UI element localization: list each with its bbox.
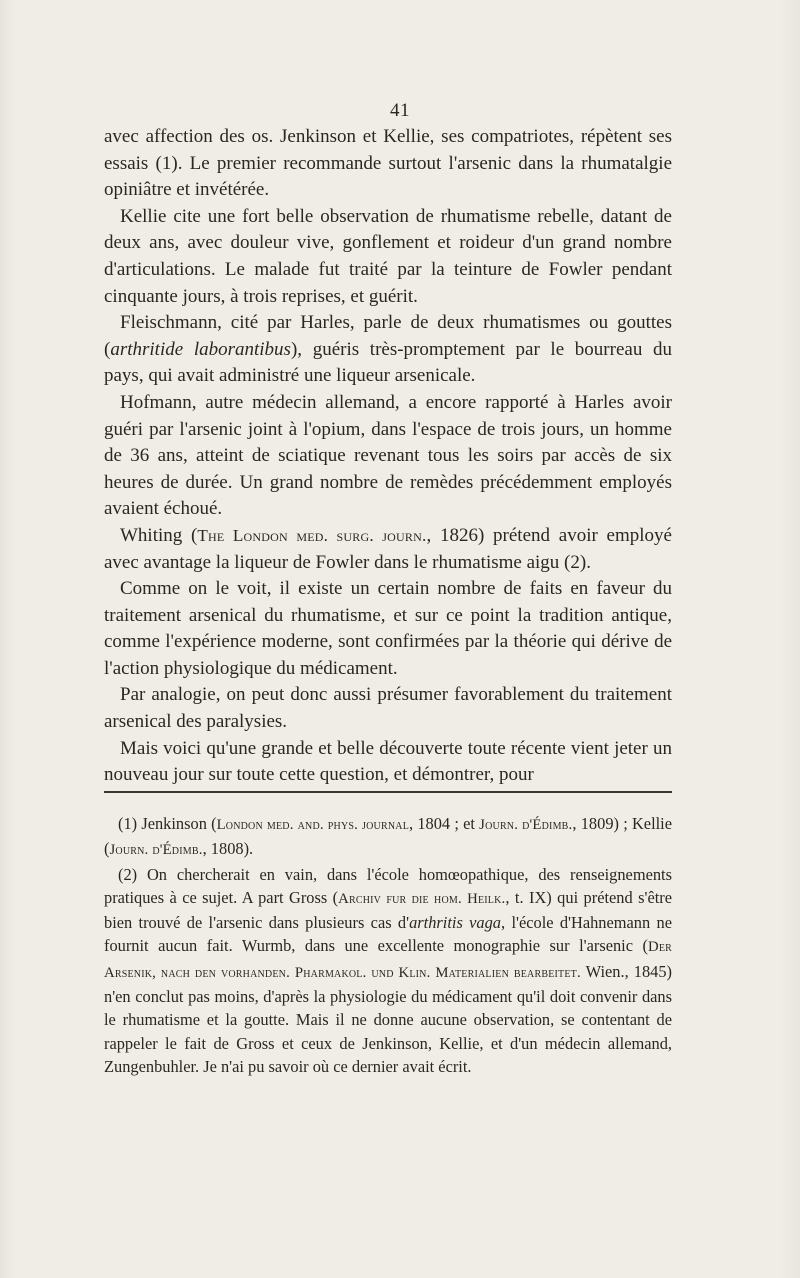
main-text — [104, 124, 672, 789]
paragraph-8: Mais voici qu'une grande et belle découverte toute récente vient jeter un nouveau jour sur toute cette question, et démontrer, pour — [104, 737, 672, 786]
paragraph-4: Hofmann, autre médecin allemand, a encore rapporté à Harles avoir guéri par l'arsenic joint à l'opium, dans l'espace de trois jours, un homme de 36 ans, atteint de sciatique revenant tous les soirs par accès de six heures de durée. Un grand nombre de remèdes précédemment employés avaient échoué. — [104, 391, 672, 520]
paragraph-7: Par analogie, on peut donc aussi présumer favorablement du traitement arsenical des paralysies. — [104, 684, 672, 733]
italic-term: arthritide laborantibus — [110, 338, 291, 360]
paragraph-6: Comme on le voit, il existe un certain nombre de faits en faveur du traitement arsenical du rhumatisme, et sur ce point la tradition antique, comme l'expérience moderne, sont confirmées par la théorie qui dérive de l'action physiologique du médicament. — [104, 578, 672, 679]
paragraph-2: Kellie cite une fort belle observation de rhumatisme rebelle, datant de deux ans, avec douleur vive, gonflement et roideur d'un grand nombre d'articulations. Le malade fut traité par la teinture de Fowler pendant cinquante jours, à trois reprises, et guérit. — [104, 205, 672, 307]
footnote-2: (2) On chercherait en vain, dans l'école homœopathique, des renseignements pratiques à ce sujet. A part Gross (Archiv fur die hom. Heilk., t. IX) qui prétend s'être bien trouvé de l'arsenic dans plusieurs cas d'arthritis vaga, l'école d'Hahnemann ne fournit aucun fait. Wurmb, dans une excellente monographie sur l'arsenic (Der Arsenik, nach den vorhanden. Pharmakol. und Klin. Materialien bearbeitet. Wien., 1845) n'en conclut pas moins, d'après la physiologie du médicament qu'il doit convenir dans le rhumatisme et la goutte. Mais il ne donne aucune observation, se contentant de rappeler le fait de Gross et ceux de Jenkinson, Kellie, et d'un médecin allemand, Zungenbuhler. Je n'ai pu savoir où ce dernier avait écrit. — [104, 864, 673, 1076]
page-number: 41 — [390, 100, 410, 121]
footnote-divider — [104, 791, 672, 793]
paragraph-3: Fleischmann, cité par Harles, parle de deux rhumatismes ou gouttes (arthritide laborantibus), guéris très-promptement par le bourreau du pays, qui avait administré une liqueur arsenicale. — [104, 312, 672, 387]
footnote-1: (1) Jenkinson (London med. and. phys. journal, 1804 ; et Journ. d'Édimb., 1809) ; Kellie (Journ. d'Édimb., 1808). — [104, 814, 673, 859]
paragraph-1: avec affection des os. Jenkinson et Kellie, ses compatriotes, répètent ses essais (1). Le premier recommande surtout l'arsenic dans la rhumatalgie opiniâtre et invétérée. — [104, 126, 672, 201]
paragraph-5: Whiting (The London med. surg. journ., 1826) prétend avoir employé avec avantage la liqueur de Fowler dans le rhumatisme aigu (2). — [104, 524, 672, 573]
citation-source: The London med. surg. journ. — [197, 525, 427, 545]
footnotes — [104, 812, 672, 1078]
